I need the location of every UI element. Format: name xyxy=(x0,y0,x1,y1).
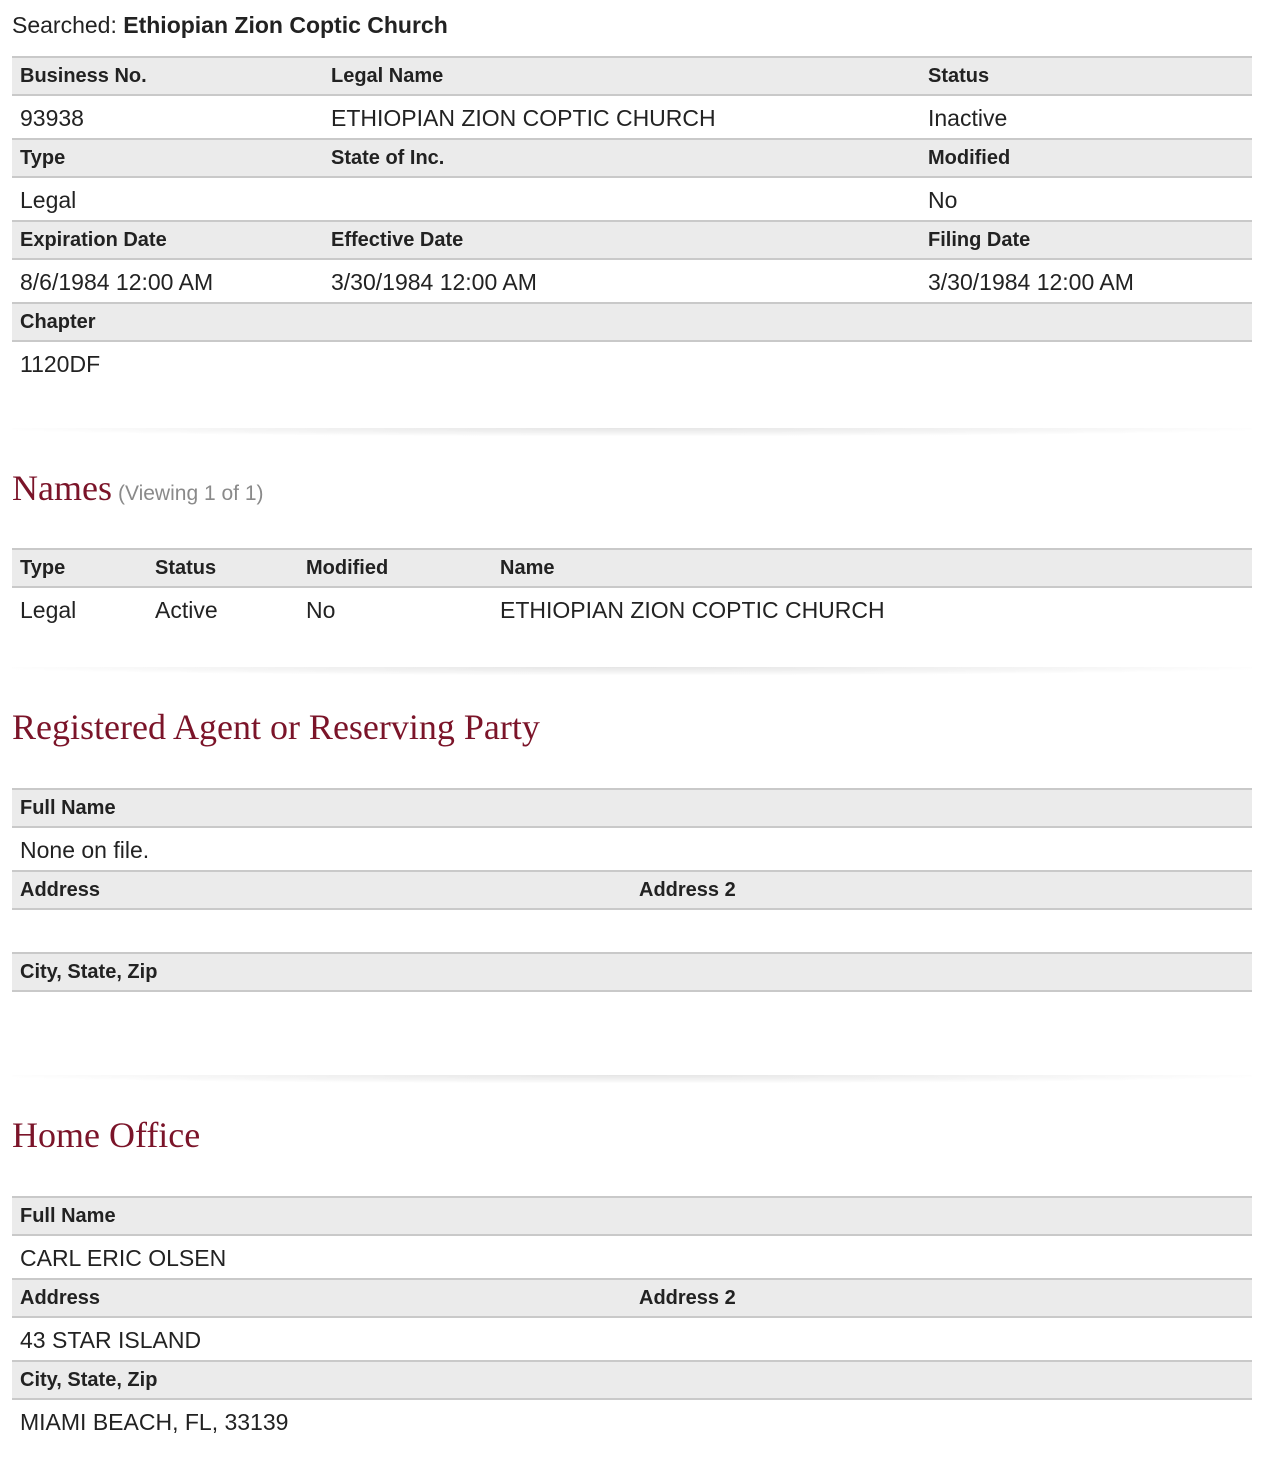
name-value: ETHIOPIAN ZION COPTIC CHURCH xyxy=(500,597,885,623)
home-office-section-title xyxy=(12,1113,200,1157)
agent-section-title xyxy=(12,705,540,749)
agent-table xyxy=(12,788,1252,1034)
section-divider xyxy=(12,667,1252,675)
chapter-value: 1120DF xyxy=(20,351,101,377)
table-header-row xyxy=(12,302,1252,342)
table-header-row xyxy=(12,1278,1252,1318)
header-type: Type xyxy=(20,147,66,169)
header-filing-date: Filing Date xyxy=(928,229,1031,251)
header-status: Status xyxy=(155,557,217,579)
header-city-state-zip: City, State, Zip xyxy=(20,961,158,983)
table-row xyxy=(12,1318,1252,1360)
table-header-row xyxy=(12,952,1252,992)
expiration-date-value: 8/6/1984 12:00 AM xyxy=(20,269,214,295)
filing-date-value: 3/30/1984 12:00 AM xyxy=(928,269,1134,295)
business-details-table xyxy=(12,56,1252,384)
header-legal-name: Legal Name xyxy=(331,65,444,87)
header-full-name: Full Name xyxy=(20,797,116,819)
names-title: Names xyxy=(12,468,112,508)
table-row xyxy=(12,1400,1252,1442)
table-row xyxy=(12,178,1252,220)
table-row xyxy=(12,992,1252,1034)
header-city-state-zip: City, State, Zip xyxy=(20,1369,158,1391)
home-office-city-value: MIAMI BEACH, FL, 33139 xyxy=(20,1409,289,1435)
search-summary xyxy=(12,10,448,40)
header-address-2: Address 2 xyxy=(639,1287,736,1309)
section-divider xyxy=(12,428,1252,436)
table-row xyxy=(12,588,1252,630)
table-row xyxy=(12,260,1252,302)
business-no-value: 93938 xyxy=(20,105,84,131)
name-status-value: Active xyxy=(155,597,218,623)
table-row xyxy=(12,96,1252,138)
effective-date-value: 3/30/1984 12:00 AM xyxy=(331,269,537,295)
header-modified: Modified xyxy=(306,557,389,579)
type-value: Legal xyxy=(20,187,77,213)
names-viewing-count: (Viewing 1 of 1) xyxy=(117,482,264,505)
names-section-title xyxy=(12,466,264,516)
table-row xyxy=(12,828,1252,870)
name-modified-value: No xyxy=(306,597,336,623)
names-table xyxy=(12,548,1252,630)
legal-name-value: ETHIOPIAN ZION COPTIC CHURCH xyxy=(331,105,716,131)
header-modified: Modified xyxy=(928,147,1011,169)
searched-term: Ethiopian Zion Coptic Church xyxy=(123,12,448,38)
table-row xyxy=(12,910,1252,952)
header-effective-date: Effective Date xyxy=(331,229,464,251)
table-header-row xyxy=(12,220,1252,260)
table-header-row xyxy=(12,548,1252,588)
modified-value: No xyxy=(928,187,958,213)
header-address: Address xyxy=(20,1287,101,1309)
table-header-row xyxy=(12,1360,1252,1400)
table-header-row xyxy=(12,870,1252,910)
home-office-full-name-value: CARL ERIC OLSEN xyxy=(20,1245,227,1271)
table-header-row xyxy=(12,138,1252,178)
header-business-no: Business No. xyxy=(20,65,147,87)
home-office-table xyxy=(12,1196,1252,1442)
agent-title: Registered Agent or Reserving Party xyxy=(12,707,540,747)
searched-label: Searched: xyxy=(12,12,117,38)
home-office-title: Home Office xyxy=(12,1115,201,1155)
table-row xyxy=(12,1236,1252,1278)
agent-full-name-value: None on file. xyxy=(20,837,150,863)
section-divider xyxy=(12,1075,1252,1083)
home-office-address-value: 43 STAR ISLAND xyxy=(20,1327,202,1353)
header-expiration-date: Expiration Date xyxy=(20,229,167,251)
table-header-row xyxy=(12,1196,1252,1236)
table-header-row xyxy=(12,56,1252,96)
header-status: Status xyxy=(928,65,990,87)
status-value: Inactive xyxy=(928,105,1008,131)
header-address-2: Address 2 xyxy=(639,879,736,901)
name-type-value: Legal xyxy=(20,597,77,623)
header-address: Address xyxy=(20,879,101,901)
header-chapter: Chapter xyxy=(20,311,96,333)
table-row xyxy=(12,342,1252,384)
header-name: Name xyxy=(500,557,555,579)
header-state-of-inc: State of Inc. xyxy=(331,147,445,169)
header-full-name: Full Name xyxy=(20,1205,116,1227)
header-type: Type xyxy=(20,557,66,579)
table-header-row xyxy=(12,788,1252,828)
